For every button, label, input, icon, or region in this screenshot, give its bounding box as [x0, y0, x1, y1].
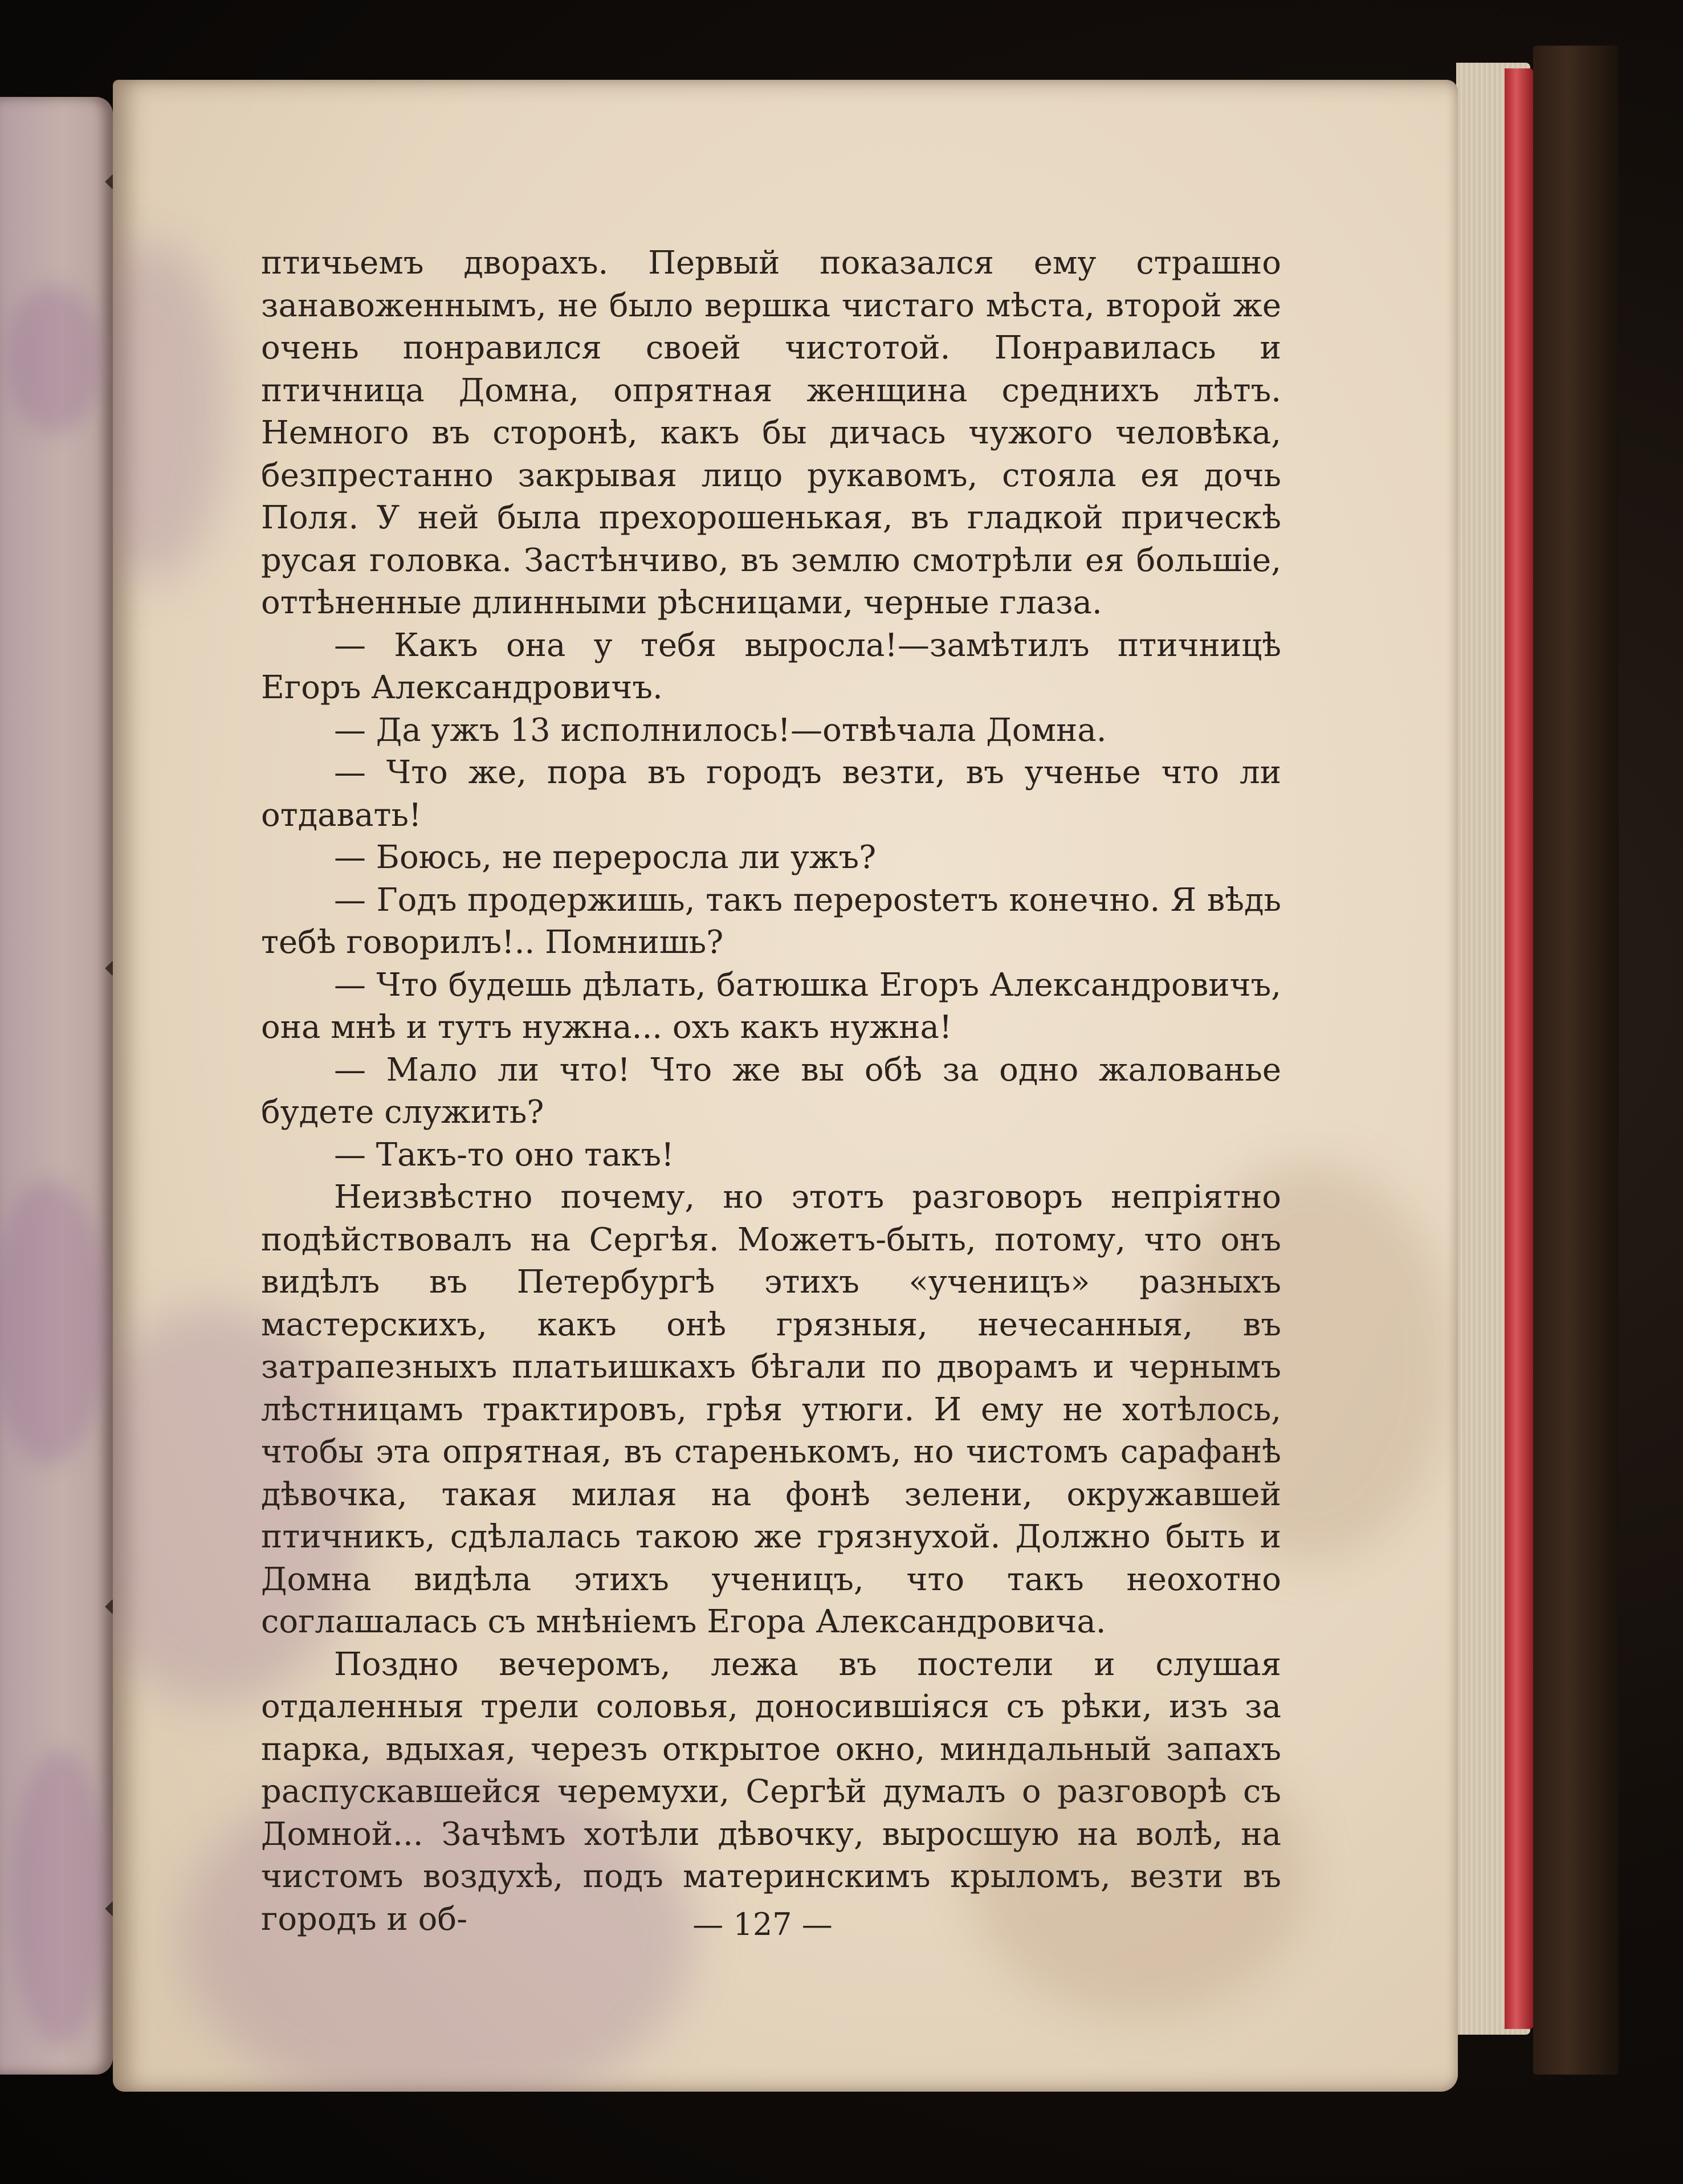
body-text [261, 242, 1281, 1941]
red-page-edge [1505, 68, 1533, 2029]
paragraph: птичьемъ дворахъ. Первый показался ему страшно занавоженнымъ, не было вершка чистаго мѣста, второй же очень понравился своей чистотой. Понравилась и птичница Домна, опрятная женщина среднихъ лѣтъ. Немного въ сторонѣ, какъ бы дичась чужого человѣка, безпрестанно закрывая лицо рукавомъ, стояла ея дочь Поля. У ней была прехорошенькая, въ гладкой прическѣ русая головка. Застѣнчиво, въ землю смотрѣли ея большiе, оттѣненные длинными рѣсницами, черные глаза. [261, 245, 1281, 621]
paragraph: Неизвѣстно почему, но этотъ разговоръ непрiятно подѣйствовалъ на Сергѣя. Можетъ-быть, потому, что онъ видѣлъ въ Петербургѣ этихъ «ученицъ» разныхъ мастерскихъ, какъ онѣ грязныя, нечесанныя, въ затрапезныхъ платьишкахъ бѣгали по дворамъ и чернымъ лѣстницамъ трактировъ, грѣя утюги. И ему не хотѣлось, чтобы эта опрятная, въ старенькомъ, но чистомъ сарафанѣ дѣвочка, такая милая на фонѣ зелени, окружавшей птичникъ, сдѣлалась такою же грязнухой. Должно быть и Домна видѣла этихъ ученицъ, что такъ неохотно соглашалась съ мнѣнiемъ Егора Александровича. [261, 1179, 1281, 1640]
page-number: — 127 — [692, 1906, 833, 1942]
left-page [0, 97, 113, 2075]
book-page [113, 80, 1458, 2092]
paragraph: — Какъ она у тебя выросла!—замѣтилъ птичницѣ Егоръ Александровичъ. [261, 626, 1281, 706]
paragraph: — Боюсь, не переросла ли ужъ? [334, 839, 877, 876]
paragraph: Поздно вечеромъ, лежа въ постели и слушая отдаленныя трели соловья, доносившiяся съ рѣки, изъ за парка, вдыхая, черезъ открытое окно, миндальный запахъ распускавшейся черемухи, Сергѣй думалъ о разговорѣ съ Домной... Зачѣмъ хотѣли дѣвочку, выросшую на волѣ, на чистомъ воздухѣ, подъ материнскимъ крыломъ, везти въ городъ и об- [261, 1645, 1281, 1938]
paragraph: — Годъ продержишь, такъ перерostетъ конечно. Я вѣдь тебѣ говорилъ!.. Помнишь? [261, 881, 1281, 961]
paragraph: — Такъ-то оно такъ! [334, 1136, 674, 1174]
book-cover [1533, 46, 1619, 2075]
paragraph: — Мало ли что! Что же вы обѣ за одно жалованье будете служить? [261, 1051, 1281, 1131]
paragraph: — Что же, пора въ городъ везти, въ ученье что ли отдавать! [261, 754, 1281, 834]
paragraph: — Да ужъ 13 исполнилось!—отвѣчала Домна. [334, 711, 1107, 749]
paragraph: — Что будешь дѣлать, батюшка Егоръ Александровичъ, она мнѣ и тутъ нужна... охъ какъ нужна! [261, 966, 1281, 1046]
